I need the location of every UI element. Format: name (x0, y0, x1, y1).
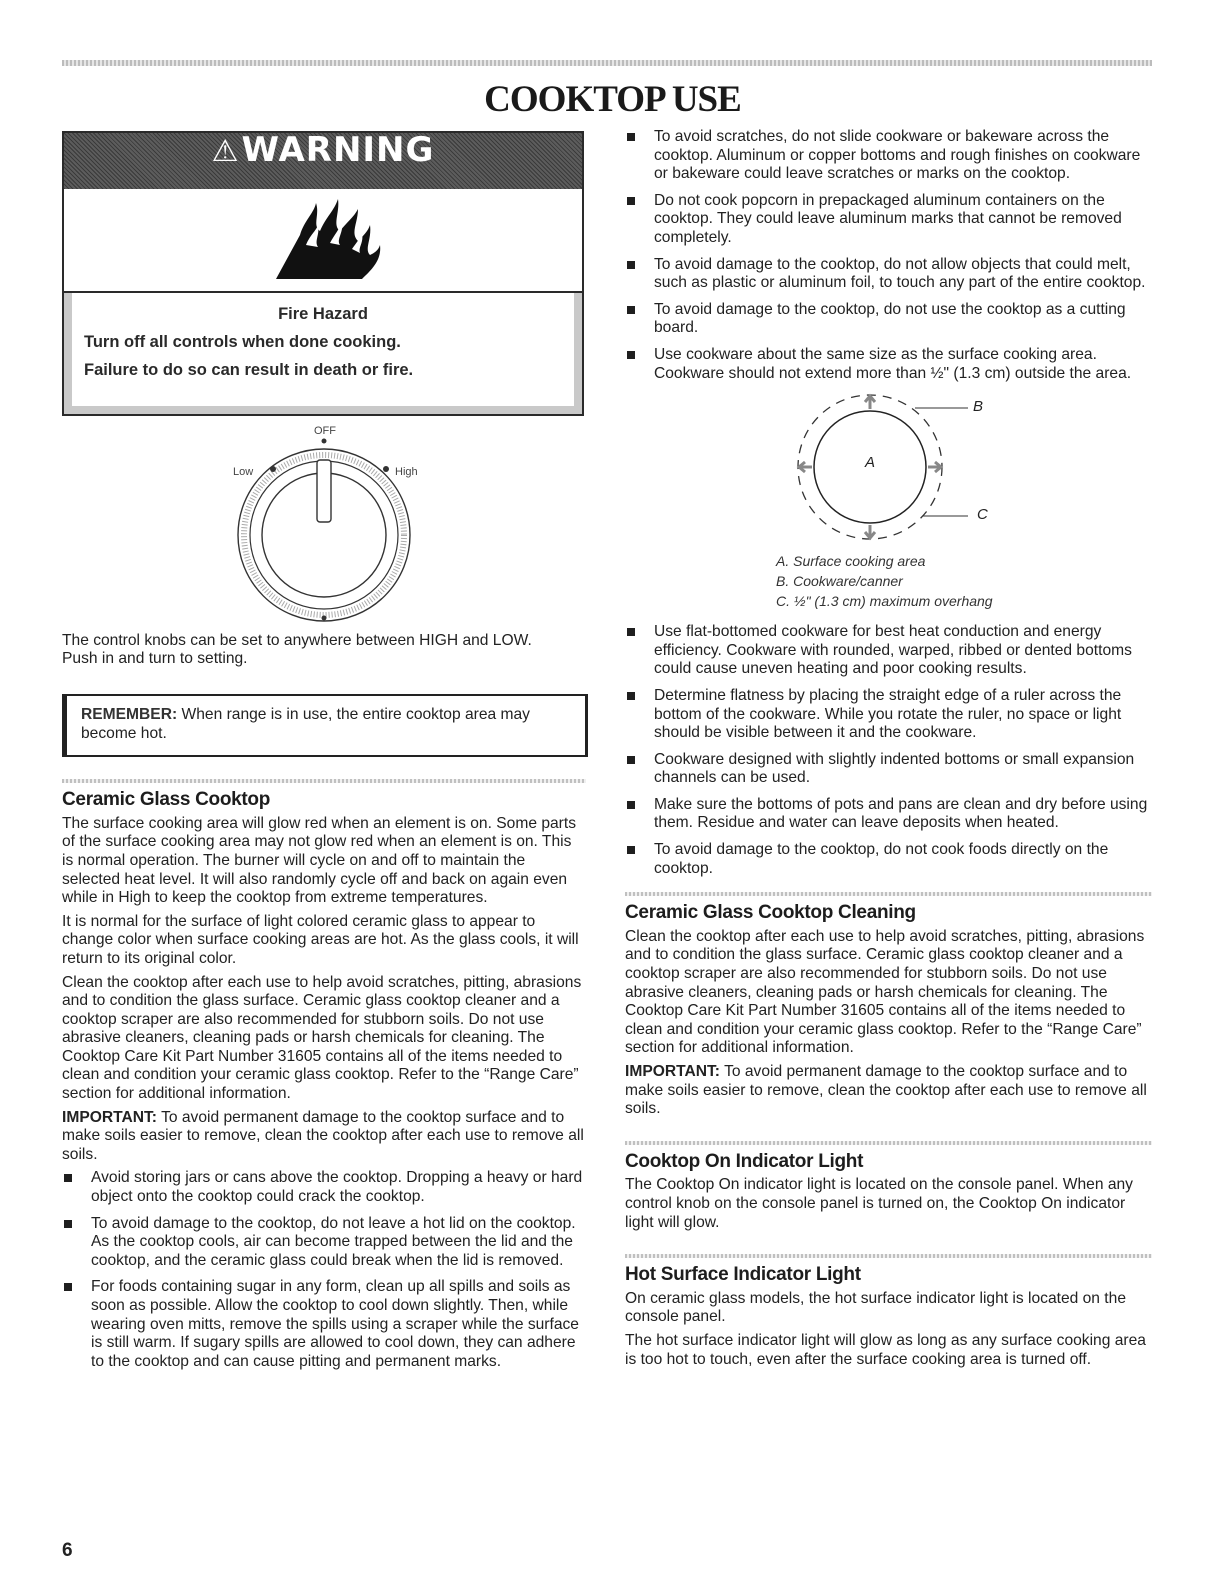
list-item: Avoid storing jars or cans above the cooktop. Dropping a heavy or hard object onto the cooktop could crack the cooktop. (62, 1169, 586, 1206)
cookware-overhang-diagram (775, 387, 995, 557)
warning-line-2: Failure to do so can result in death or fire. (84, 361, 414, 380)
list-item: To avoid damage to the cooktop, do not cook foods directly on the cooktop. (625, 841, 1152, 878)
list-item: Make sure the bottoms of pots and pans are clean and dry before using them. Residue and water can leave deposits when heated. (625, 796, 1152, 833)
list-item: To avoid damage to the cooktop, do not leave a hot lid on the cooktop. As the cooktop cools, air can become trapped between the lid and the cooktop, and the ceramic glass could break when the lid is removed. (62, 1215, 586, 1271)
diagram-caption-b: B. Cookware/canner (776, 573, 903, 590)
right-column (625, 128, 1152, 1374)
ceramic-important (62, 1109, 586, 1165)
diagram-caption-c: C. ½" (1.3 cm) maximum overhang (776, 593, 993, 610)
important-label: IMPORTANT: (62, 1108, 157, 1126)
list-item: To avoid scratches, do not slide cookware or bakeware across the cooktop. Aluminum or copper bottoms and rough finishes on cookware or bakeware could leave scratches or marks on the cooktop. (625, 128, 1152, 184)
list-item: Determine flatness by placing the straight edge of a ruler across the bottom of the cookware. While you rotate the ruler, no space or light should be visible between it and the cookware. (625, 687, 1152, 743)
warning-title-text: WARNING (241, 130, 435, 170)
diagram-label-c: C (977, 506, 988, 524)
ceramic-paragraph-2: It is normal for the surface of light colored ceramic glass to appear to change color when surface cooking areas are hot. As the glass cools, it will return to its original color. (62, 912, 579, 967)
page-number: 6 (62, 1540, 73, 1561)
list-item: Use flat-bottomed cookware for best heat conduction and energy efficiency. Cookware with rounded, warped, ribbed or dented bottoms could cause uneven heating and poor cooking results. (625, 623, 1152, 679)
warning-header (64, 130, 582, 189)
section-divider (625, 1254, 1152, 1258)
control-knob-icon (62, 426, 586, 626)
list-item: Do not cook popcorn in prepackaged aluminum containers on the cooktop. They could leave aluminum marks that cannot be removed completely. (625, 192, 1152, 248)
fire-icon (270, 195, 390, 287)
page-title: COOKTOP USE (484, 79, 741, 120)
diagram-caption-a: A. Surface cooking area (776, 553, 926, 570)
knob-caption: The control knobs can be set to anywhere between HIGH and LOW. Push in and turn to setting. (62, 631, 532, 668)
warning-body (64, 293, 582, 414)
knob-off-label: OFF (314, 424, 336, 437)
list-item: For foods containing sugar in any form, clean up all spills and soils as soon as possible. Allow the cooktop to cool down slightly. Then, while wearing oven mitts, remove the spills using a scraper while the surface is still warm. If sugary spills are allowed to cool down, they can adhere to the cooktop and can cause pitting and permanent marks. (62, 1278, 586, 1371)
cleaning-paragraph-1: Clean the cooktop after each use to help avoid scratches, pitting, abrasions and to condition the glass surface. Ceramic glass cooktop cleaner and a cooktop scraper are also recommended for stubborn soils. Do not use abrasive cleaners, cleaning pads or harsh chemicals for cleaning. The Cooktop Care Kit Part Number 31605 contains all of the items needed to clean and condition your ceramic glass cooktop. Refer to the “Range Care” section for additional information. (625, 927, 1145, 1057)
cleaning-heading: Ceramic Glass Cooktop Cleaning (625, 902, 916, 924)
important-text: To avoid permanent damage to the cooktop surface and to make soils easier to remove, clean the cooktop after each use to remove all soils. (62, 1108, 584, 1163)
ceramic-paragraph-3: Clean the cooktop after each use to help avoid scratches, pitting, abrasions and to condition the glass surface. Ceramic glass cooktop cleaner and a cooktop scraper are also recommended for stubborn soils. Do not use abrasive cleaners, cleaning pads or harsh chemicals for cleaning. The Cooktop Care Kit Part Number 31605 contains all of the items needed to clean and condition your ceramic glass cooktop. Refer to the “Range Care” section for additional information. (62, 973, 582, 1103)
remember-box (62, 694, 588, 757)
remember-text: When range is in use, the entire cooktop area may become hot. (81, 705, 530, 742)
control-knob-diagram (62, 426, 586, 626)
diagram-label-b: B (973, 398, 984, 416)
diagram-label-a: A (865, 454, 876, 472)
cookware-bullet-list-top (625, 128, 1152, 383)
warning-triangle-icon: ⚠ (211, 134, 240, 169)
cookware-bullet-list-bottom (625, 623, 1152, 878)
list-item: To avoid damage to the cooktop, do not allow objects that could melt, such as plastic or aluminum foil, to touch any part of the entire cooktop. (625, 256, 1152, 293)
warning-box (62, 131, 584, 416)
list-item: Use cookware about the same size as the surface cooking area. Cookware should not extend more than ½" (1.3 cm) outside the area. (625, 346, 1152, 383)
top-dotted-rule (62, 60, 1152, 66)
overhang-diagram (625, 387, 1152, 617)
section-divider (625, 892, 1152, 896)
warning-line-1: Turn off all controls when done cooking. (84, 332, 401, 351)
hot-surface-heading: Hot Surface Indicator Light (625, 1264, 861, 1286)
indicator-paragraph: The Cooktop On indicator light is located on the console panel. When any control knob on the console panel is turned on, the Cooktop On indicator light will glow. (625, 1176, 1133, 1231)
list-item: Cookware designed with slightly indented bottoms or small expansion channels can be used. (625, 751, 1152, 788)
important-text: To avoid permanent damage to the cooktop surface and to make soils easier to remove, clean the cooktop after each use to remove all soils. (625, 1063, 1147, 1118)
cleaning-important (625, 1063, 1152, 1119)
indicator-heading: Cooktop On Indicator Light (625, 1150, 864, 1172)
warning-hazard: Fire Hazard (278, 305, 368, 323)
ceramic-heading: Ceramic Glass Cooktop (62, 789, 271, 811)
ceramic-bullet-list (62, 1169, 586, 1371)
remember-label: REMEMBER: (81, 705, 178, 723)
hot-surface-paragraph-1: On ceramic glass models, the hot surface indicator light is located on the console panel. (625, 1289, 1126, 1326)
hot-surface-paragraph-2: The hot surface indicator light will glow as long as any surface cooking area is too hot to touch, even after the surface cooking area is turned off. (625, 1331, 1146, 1368)
section-divider (625, 1141, 1152, 1145)
list-item: To avoid damage to the cooktop, do not use the cooktop as a cutting board. (625, 301, 1152, 338)
ceramic-paragraph-1: The surface cooking area will glow red when an element is on. Some parts of the surface cooking area may not glow red when an element is on. This is normal operation. The burner will cycle on and off to maintain the selected heat level. It will also randomly cycle off and back on again even while in High to keep the cooktop from extreme temperatures. (62, 814, 576, 907)
fire-illustration (64, 189, 582, 293)
important-label: IMPORTANT: (625, 1063, 720, 1080)
knob-high-label: High (395, 465, 418, 478)
left-column (62, 131, 586, 1379)
section-divider (62, 779, 586, 783)
warning-title (64, 130, 582, 170)
knob-low-label: Low (233, 465, 254, 478)
